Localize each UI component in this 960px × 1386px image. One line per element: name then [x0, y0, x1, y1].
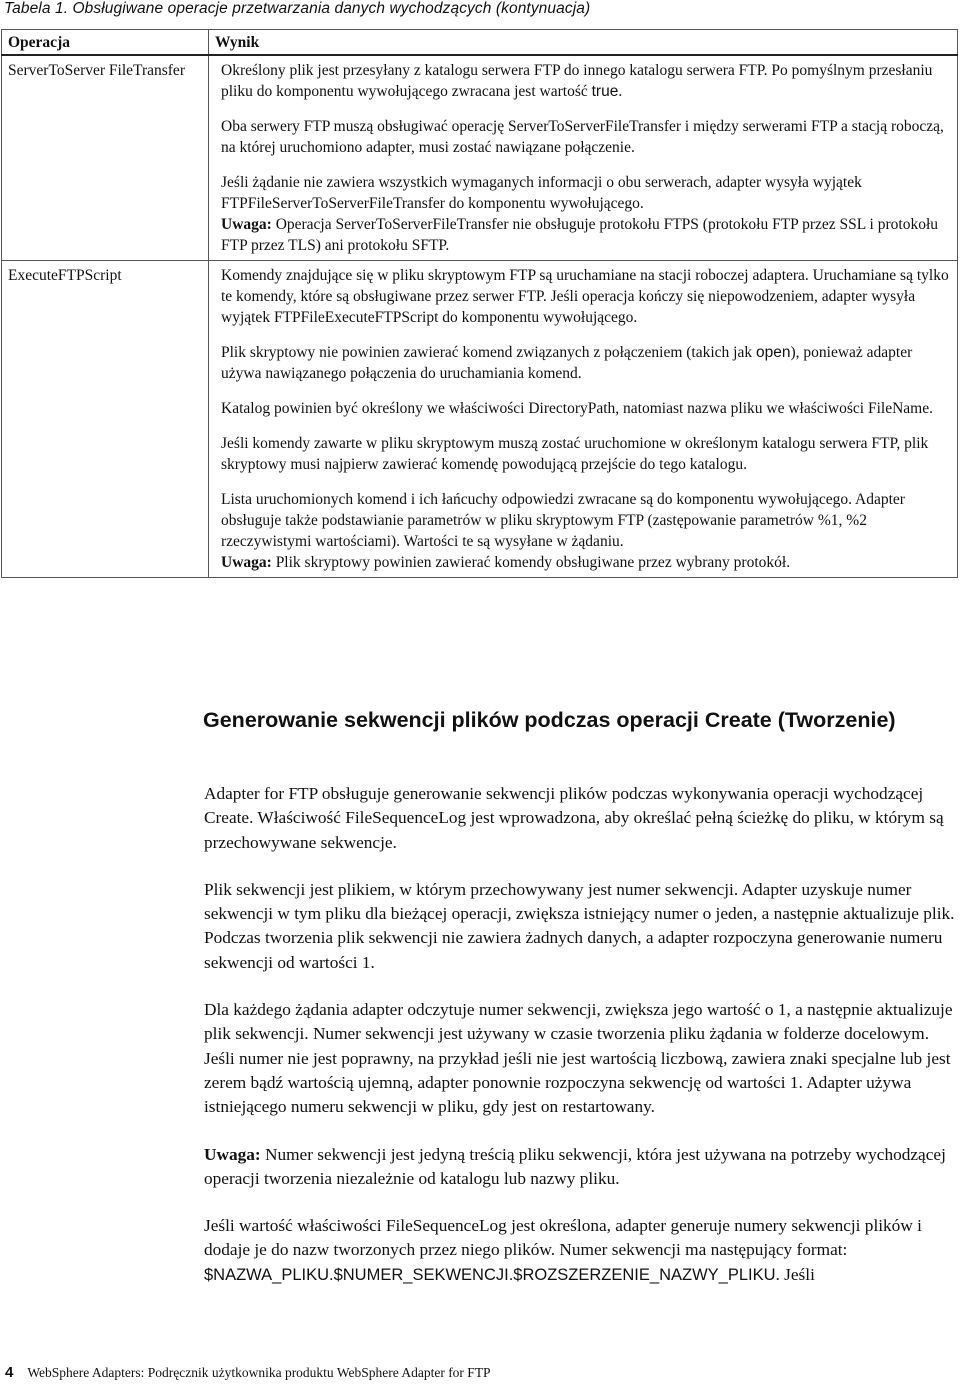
- note-label: Uwaga:: [204, 1144, 261, 1164]
- page-footer: [5, 1364, 491, 1381]
- result-paragraph: Oba serwery FTP muszą obsługiwać operację ServerToServerFileTransfer i między serwerami FTP a stacją roboczą, na której uruchomiono adapter, musi zostać nawiązane połączenie.: [221, 118, 944, 156]
- result-cell: [209, 55, 958, 261]
- result-paragraph: Plik skryptowy nie powinien zawierać komend związanych z połączeniem (takich jak open), ponieważ adapter używa nawiązanego połączenia do uruchamiania komend.: [221, 344, 913, 382]
- note: Uwaga: Operacja ServerToServerFileTransfer nie obsługuje protokołu FTPS (protokołu FTP przez SSL i protokołu FTP przez TLS) ani protokołu SFTP.: [221, 216, 938, 254]
- body-paragraph: Plik sekwencji jest plikiem, w którym przechowywany jest numer sekwencji. Adapter uzyskuje numer sekwencji w tym pliku dla bieżącej operacji, zwiększa istniejący numer o jeden, a następnie aktualizuje plik. Podczas tworzenia plik sekwencji nie zawiera żadnych danych, a adapter rozpoczyna generowanie numeru sekwencji od wartości 1.: [204, 879, 955, 972]
- section-body: [204, 782, 960, 1310]
- footer-text: WebSphere Adapters: Podręcznik użytkownika produktu WebSphere Adapter for FTP: [27, 1365, 491, 1380]
- result-paragraph: Lista uruchomionych komend i ich łańcuchy odpowiedzi zwracane są do komponentu wywołującego. Adapter obsługuje także podstawianie parametrów w pliku skryptowym FTP (zastępowanie parametrów %1, %2 rzeczywistymi wartościami). Wartości te są wysyłane w żądaniu.: [221, 491, 905, 550]
- result-paragraph: Komendy znajdujące się w pliku skryptowym FTP są uruchamiane na stacji roboczej adaptera. Uruchamiane są tylko te komendy, które są obsługiwane przez serwer FTP. Jeśli operacja kończy się niepowodzeniem, adapter wysyła wyjątek FTPFileExecuteFTPScript do komponentu wywołującego.: [221, 267, 949, 326]
- body-paragraph: Jeśli wartość właściwości FileSequenceLog jest określona, adapter generuje numery sekwencji plików i dodaje je do nazw tworzonych przez niego plików. Numer sekwencji ma następujący format: $NAZWA_PLIKU.$NUMER_SEKWENCJI.$ROZSZERZENIE_NAZWY_PLIKU. Jeśli: [204, 1216, 922, 1284]
- note-label: Uwaga:: [221, 216, 272, 233]
- table-header-row: [2, 30, 958, 56]
- code-value: open: [756, 344, 791, 361]
- column-header-operation: Operacja: [2, 30, 209, 56]
- note-label: Uwaga:: [221, 554, 272, 571]
- table-row: [2, 55, 958, 261]
- format-code: $NAZWA_PLIKU.$NUMER_SEKWENCJI.$ROZSZERZENIE_NAZWY_PLIKU: [204, 1265, 776, 1284]
- page-number: 4: [5, 1364, 14, 1381]
- code-value: true: [591, 83, 619, 100]
- table-caption: Tabela 1. Obsługiwane operacje przetwarzania danych wychodzących (kontynuacja): [4, 0, 591, 17]
- table-row: [2, 261, 958, 578]
- operation-name-cell: ExecuteFTPScript: [2, 261, 209, 578]
- note: Uwaga: Plik skryptowy powinien zawierać komendy obsługiwane przez wybrany protokół.: [221, 554, 791, 571]
- result-cell: [209, 261, 958, 578]
- body-paragraph: Adapter for FTP obsługuje generowanie sekwencji plików podczas wykonywania operacji wychodzącej Create. Właściwość FileSequenceLog jest wprowadzona, aby określać pełną ścieżkę do pliku, w którym są przechowywane sekwencje.: [204, 784, 944, 852]
- result-paragraph: Określony plik jest przesyłany z katalogu serwera FTP do innego katalogu serwera FTP. Po pomyślnym przesłaniu pliku do komponentu wywołującego zwracana jest wartość true.: [221, 62, 933, 100]
- result-paragraph: Katalog powinien być określony we właściwości DirectoryPath, natomiast nazwa pliku we właściwości FileName.: [221, 400, 933, 417]
- operation-name-cell: ServerToServer FileTransfer: [2, 55, 209, 261]
- operations-table: [1, 29, 958, 578]
- note: Uwaga: Numer sekwencji jest jedyną treścią pliku sekwencji, która jest używana na potrzeby wychodzącej operacji tworzenia niezależnie od katalogu lub nazwy pliku.: [204, 1144, 946, 1188]
- section-heading: Generowanie sekwencji plików podczas operacji Create (Tworzenie): [203, 708, 896, 732]
- column-header-result: Wynik: [209, 30, 958, 56]
- result-paragraph: Jeśli komendy zawarte w pliku skryptowym muszą zostać uruchomione w określonym katalogu serwera FTP, plik skryptowy musi najpierw zawierać komendę powodującą przejście do tego katalogu.: [221, 435, 929, 473]
- body-paragraph: Dla każdego żądania adapter odczytuje numer sekwencji, zwiększa jego wartość o 1, a następnie aktualizuje plik sekwencji. Numer sekwencji jest używany w czasie tworzenia pliku żądania w folderze docelowym. Jeśli numer nie jest poprawny, na przykład jeśli nie jest wartością liczbową, zawiera znaki specjalne lub jest zerem bądź wartością ujemną, adapter ponownie rozpoczyna sekwencję od wartości 1. Adapter używa istniejącego numeru sekwencji w pliku, gdy jest on restartowany.: [204, 1000, 953, 1117]
- result-paragraph: Jeśli żądanie nie zawiera wszystkich wymaganych informacji o obu serwerach, adapter wysyła wyjątek FTPFileServerToServerFileTransfer do komponentu wywołującego.: [221, 174, 862, 212]
